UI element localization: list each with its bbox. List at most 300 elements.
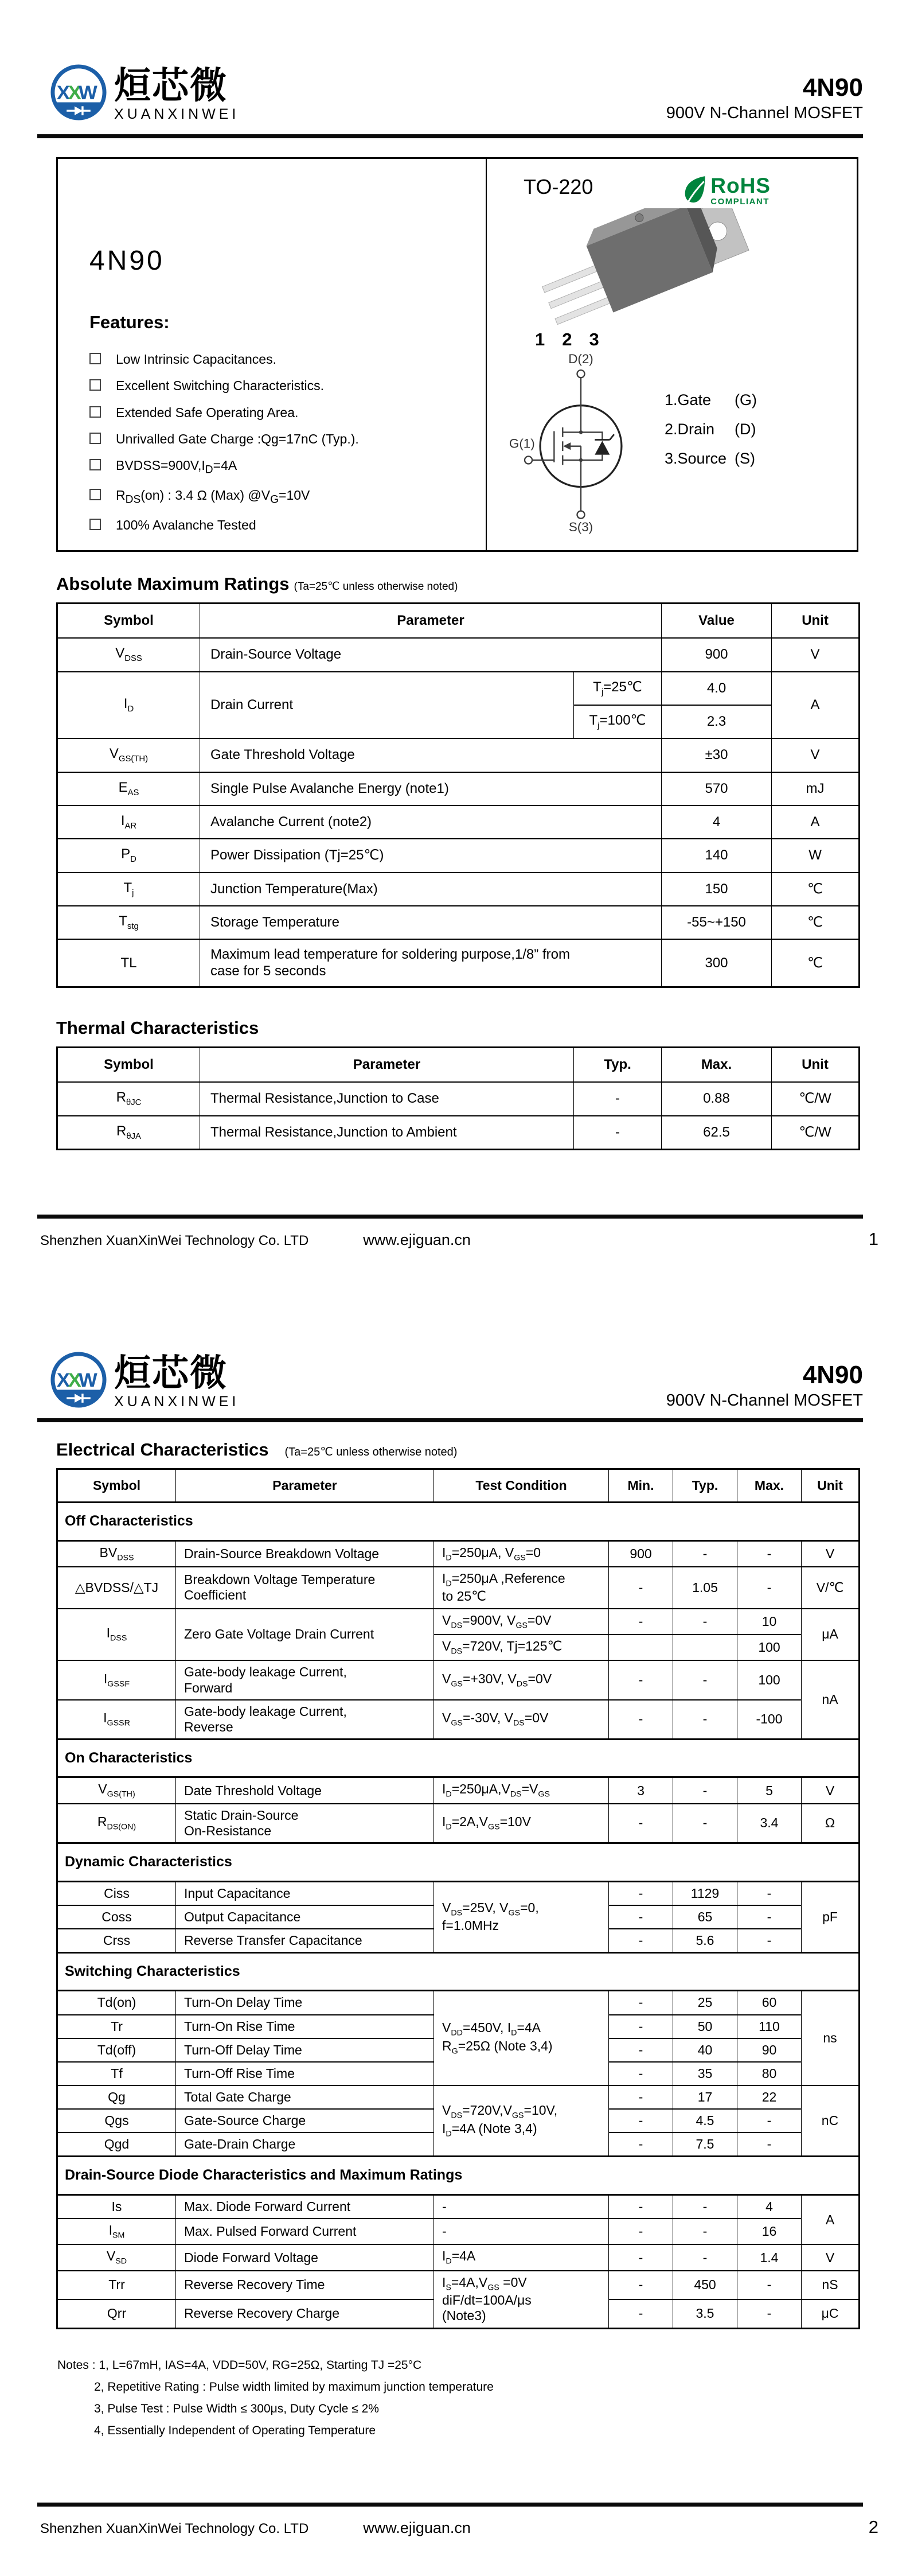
notes [57, 2358, 858, 2439]
symbol-cell: Coss [57, 1905, 176, 1929]
min-cell: - [609, 1660, 673, 1699]
rohs-subtitle: COMPLIANT [710, 197, 770, 207]
parameter-cell: Max. Pulsed Forward Current [176, 2219, 434, 2244]
column-header: Unit [802, 1469, 860, 1503]
column-header: Symbol [57, 1469, 176, 1503]
svg-text:W: W [79, 82, 97, 104]
condition-cell: $I_D=2A,V_{GS}=10V$ [434, 1804, 609, 1843]
unit-cell: ℃ [772, 939, 860, 987]
table-row [57, 772, 860, 806]
max-cell: - [737, 1881, 802, 1905]
typ-cell: 40 [673, 2038, 737, 2062]
typ-cell: - [673, 1777, 737, 1804]
table-row [57, 638, 860, 671]
min-cell: - [609, 1881, 673, 1905]
section-row [57, 1952, 860, 1991]
section-label: Off Characteristics [57, 1503, 860, 1541]
unit-cell: V [802, 1540, 860, 1567]
page-footer [0, 2503, 910, 2538]
datasheet-header [49, 62, 863, 123]
min-cell: - [609, 2062, 673, 2085]
rohs-leaf-icon [683, 175, 708, 205]
unit-cell: ns [802, 1991, 860, 2085]
symbol-cell: Td(on) [57, 1991, 176, 2015]
column-header: Value [662, 604, 772, 639]
note-line: 4, Essentially Independent of Operating Temperature [94, 2424, 376, 2438]
typ-cell: 3.5 [673, 2299, 737, 2328]
feature-text: Unrivalled Gate Charge :Qg=17nC (Typ.). [116, 431, 359, 446]
unit-cell: V [772, 738, 860, 772]
page-2 [0, 1291, 910, 2576]
symbol-cell: $I_{SM}$ [57, 2219, 176, 2244]
electrical-characteristics-table [56, 1468, 860, 2329]
checkbox-icon [89, 489, 101, 500]
typ-cell: 450 [673, 2271, 737, 2299]
unit-cell: μC [802, 2299, 860, 2328]
pin-number: 1 [535, 329, 563, 349]
typ-cell: - [673, 2194, 737, 2219]
typ-cell: 5.6 [673, 1929, 737, 1953]
max-cell: -100 [737, 1700, 802, 1740]
feature-text: $BVDSS=900V,I_D=4A$ [116, 458, 237, 476]
unit-cell: V/℃ [802, 1567, 860, 1609]
min-cell: - [609, 1905, 673, 1929]
abs-max-title: Absolute Maximum Ratings [56, 574, 290, 594]
parameter-cell: Date Threshold Voltage [176, 1777, 434, 1804]
condition-cell: $I_D=250\mu A,V_{DS}=V_{GS}$ [434, 1777, 609, 1804]
parameter-cell: Storage Temperature [200, 906, 662, 939]
parameter-cell: Static Drain-Source On-Resistance [176, 1804, 434, 1843]
parameter-cell: Zero Gate Voltage Drain Current [176, 1609, 434, 1661]
parameter-cell: Junction Temperature(Max) [200, 873, 662, 906]
table-row [57, 1777, 860, 1804]
footer-rule [37, 2503, 863, 2507]
typ-cell: - [673, 1660, 737, 1699]
thermal-characteristics-table [56, 1046, 860, 1150]
mosfet-symbol-diagram [501, 352, 661, 535]
section-row [57, 1503, 860, 1541]
table-row [57, 1991, 860, 2015]
condition-cell: $I_D=250\mu A$, $V_{GS}=0$ [434, 1540, 609, 1567]
max-cell: 80 [737, 2062, 802, 2085]
pin-legend-item [665, 450, 757, 468]
unit-cell: ℃ [772, 873, 860, 906]
value-cell: 4 [662, 806, 772, 839]
min-cell: 3 [609, 1777, 673, 1804]
column-header: Parameter [176, 1469, 434, 1503]
parameter-cell: Power Dissipation (Tj=25℃) [200, 839, 662, 872]
unit-cell: V [772, 638, 860, 671]
typ-cell: - [673, 1540, 737, 1567]
parameter-cell: Reverse Transfer Capacitance [176, 1929, 434, 1953]
datasheet-header [49, 1349, 863, 1410]
value-cell: 570 [662, 772, 772, 806]
min-cell: - [609, 1567, 673, 1609]
column-header: Unit [772, 604, 860, 639]
symbol-cell: $I_{AR}$ [57, 806, 200, 839]
parameter-cell: Turn-Off Delay Time [176, 2038, 434, 2062]
header-rule [37, 1418, 863, 1422]
rohs-badge [683, 175, 771, 206]
max-cell: 10 [737, 1609, 802, 1635]
max-cell: 60 [737, 1991, 802, 2015]
section-label: Switching Characteristics [57, 1952, 860, 1991]
max-cell: 100 [737, 1660, 802, 1699]
section-label: Drain-Source Diode Characteristics and Maximum Ratings [57, 2157, 860, 2195]
company-logo [49, 1349, 239, 1410]
header-rule [37, 134, 863, 138]
unit-cell: ℃/W [772, 1082, 860, 1115]
pin-legend-abbr: (D) [735, 421, 756, 438]
unit-cell: nC [802, 2085, 860, 2157]
symbol-cell: $R_{\theta JC}$ [57, 1082, 200, 1115]
overview-left-column [58, 159, 487, 550]
symbol-cell: $I_D$ [57, 672, 200, 739]
section-label: On Characteristics [57, 1739, 860, 1777]
parameter-cell: Gate-Drain Charge [176, 2133, 434, 2157]
condition-cell: $V_{GS}=+30V$, $V_{DS}=0V$ [434, 1660, 609, 1699]
value-cell: 150 [662, 873, 772, 906]
footer-rule [37, 1215, 863, 1219]
table-header-row [57, 1469, 860, 1503]
parameter-cell: Turn-On Rise Time [176, 2015, 434, 2038]
table-row [57, 1660, 860, 1699]
feature-item [89, 488, 486, 506]
checkbox-icon [89, 459, 101, 470]
part-subtitle: 900V N-Channel MOSFET [666, 1391, 863, 1410]
max-cell: - [737, 2271, 802, 2299]
parameter-cell: Reverse Recovery Time [176, 2271, 434, 2299]
max-cell: 90 [737, 2038, 802, 2062]
pin-legend-item [665, 391, 757, 409]
brand-name-cn: 烜芯微 [114, 1352, 228, 1394]
condition-cell: - [434, 2194, 609, 2219]
symbol-cell: TL [57, 939, 200, 987]
condition-cell: - [434, 2219, 609, 2244]
max-cell: 16 [737, 2219, 802, 2244]
max-cell: - [737, 2299, 802, 2328]
feature-item [89, 406, 486, 420]
max-cell: 0.88 [662, 1082, 772, 1115]
parameter-cell: Reverse Recovery Charge [176, 2299, 434, 2328]
feature-item [89, 352, 486, 367]
typ-cell: - [673, 1700, 737, 1740]
footer-line [40, 2517, 896, 2538]
unit-cell: mJ [772, 772, 860, 806]
pin-number: 3 [589, 329, 616, 349]
condition-cell: $V_{DS}=25V$, $V_{GS}=0$, f=1.0MHz [434, 1881, 609, 1952]
part-block [666, 1363, 863, 1410]
svg-text:X: X [56, 82, 70, 104]
condition-cell: $V_{DD}=450V$, $I_D=4A$ $R_G=25\Omega$ (Note 3,4) [434, 1991, 609, 2085]
pin-legend-abbr: (S) [735, 450, 755, 467]
product-title: 4N90 [89, 246, 165, 276]
column-header: Typ. [574, 1048, 662, 1083]
typ-cell: - [574, 1082, 662, 1115]
symbol-cell: $BV_{DSS}$ [57, 1540, 176, 1567]
table-row [57, 939, 860, 987]
feature-item [89, 379, 486, 393]
max-cell: 1.4 [737, 2244, 802, 2270]
table-row [57, 906, 860, 939]
pin-label-source: S(3) [568, 520, 593, 535]
symbol-cell: $V_{DSS}$ [57, 638, 200, 671]
condition-cell: $V_{DS}=720V$, Tj=125℃ [434, 1635, 609, 1660]
overview-right-column [487, 159, 857, 550]
min-cell: - [609, 1700, 673, 1740]
typ-cell: 65 [673, 1905, 737, 1929]
typ-cell [673, 1635, 737, 1660]
symbol-cell: Ciss [57, 1881, 176, 1905]
symbol-cell: Tr [57, 2015, 176, 2038]
condition-cell: $I_D=250\mu A$ ,Reference to 25℃ [434, 1567, 609, 1609]
typ-cell: 17 [673, 2085, 737, 2109]
max-cell: 3.4 [737, 1804, 802, 1843]
table-row [57, 2244, 860, 2270]
max-cell: - [737, 2109, 802, 2133]
min-cell: 900 [609, 1540, 673, 1567]
unit-cell: A [802, 2194, 860, 2244]
checkbox-icon [89, 379, 101, 391]
checkbox-icon [89, 353, 101, 364]
parameter-cell: Input Capacitance [176, 1881, 434, 1905]
max-cell: - [737, 1567, 802, 1609]
min-cell: - [609, 2271, 673, 2299]
section-row [57, 1843, 860, 1882]
table-row [57, 1116, 860, 1150]
part-block [666, 75, 863, 123]
thermal-title: Thermal Characteristics [56, 1018, 259, 1038]
parameter-cell: Breakdown Voltage Temperature Coefficient [176, 1567, 434, 1609]
svg-text:X: X [68, 82, 81, 104]
max-cell: 100 [737, 1635, 802, 1660]
column-header: Unit [772, 1048, 860, 1083]
company-name: Shenzhen XuanXinWei Technology Co. LTD [40, 2521, 309, 2536]
features-list [89, 352, 486, 532]
parameter-cell: Gate Threshold Voltage [200, 738, 662, 772]
parameter-cell: Avalanche Current (note2) [200, 806, 662, 839]
symbol-cell: $V_{SD}$ [57, 2244, 176, 2270]
pin-label-drain: D(2) [568, 352, 593, 366]
value-cell: 4.0 [662, 672, 772, 705]
package-pin-numbers [535, 329, 857, 350]
part-number: 4N90 [802, 1361, 863, 1389]
parameter-cell: Drain-Source Voltage [200, 638, 662, 671]
table-row [57, 672, 860, 705]
logo-mark-icon [49, 1349, 108, 1410]
value-cell: 2.3 [662, 705, 772, 738]
min-cell: - [609, 1804, 673, 1843]
typ-cell: 25 [673, 1991, 737, 2015]
elec-condition: (Ta=25℃ unless otherwise noted) [284, 1446, 458, 1458]
rohs-text [710, 175, 771, 206]
symbol-cell: $R_{DS(ON)}$ [57, 1804, 176, 1843]
parameter-cell: Drain Current [200, 672, 574, 739]
typ-cell: - [673, 2244, 737, 2270]
parameter-cell: Diode Forward Voltage [176, 2244, 434, 2270]
parameter-cell: Max. Diode Forward Current [176, 2194, 434, 2219]
page-number: 1 [868, 1229, 878, 1249]
pin-legend-abbr: (G) [735, 391, 757, 408]
table-row [57, 2085, 860, 2109]
symbol-cell: $T_j$ [57, 873, 200, 906]
min-cell: - [609, 1991, 673, 2015]
column-header: Parameter [200, 1048, 574, 1083]
parameter-cell: Turn-On Delay Time [176, 1991, 434, 2015]
table-row [57, 1804, 860, 1843]
min-cell: - [609, 2299, 673, 2328]
unit-cell: A [772, 672, 860, 739]
table-row [57, 1082, 860, 1115]
unit-cell: A [772, 806, 860, 839]
footer-line [40, 1229, 896, 1250]
value-cell: 140 [662, 839, 772, 872]
feature-text: Excellent Switching Characteristics. [116, 378, 325, 394]
symbol-cell: Qgd [57, 2133, 176, 2157]
column-header: Symbol [57, 604, 200, 639]
min-cell: - [609, 2109, 673, 2133]
feature-text: Extended Safe Operating Area. [116, 404, 299, 420]
typ-cell: 1129 [673, 1881, 737, 1905]
condition-cell: $I_D=4A$ [434, 2244, 609, 2270]
value-cell: ±30 [662, 738, 772, 772]
condition-cell: $I_S=4A,V_{GS} =0V$ diF/dt=100A/μs (Note3) [434, 2271, 609, 2328]
abs-max-condition: (Ta=25℃ unless otherwise noted) [294, 581, 458, 593]
typ-cell: 35 [673, 2062, 737, 2085]
column-header: Parameter [200, 604, 662, 639]
table-row [57, 738, 860, 772]
feature-item [89, 432, 486, 446]
column-header: Min. [609, 1469, 673, 1503]
value-cell: 300 [662, 939, 772, 987]
website: www.ejiguan.cn [363, 1231, 471, 1248]
table-row [57, 839, 860, 872]
features-title: Features: [89, 312, 170, 332]
symbol-cell: $I_{GSSF}$ [57, 1660, 176, 1699]
checkbox-icon [89, 519, 101, 530]
min-cell: - [609, 2015, 673, 2038]
section-title-electrical-characteristics [56, 1439, 858, 1460]
website: www.ejiguan.cn [363, 2519, 471, 2536]
symbol-cell: $V_{GS(TH)}$ [57, 1777, 176, 1804]
pin-legend-name: 3.Source [665, 450, 727, 467]
logo-mark-icon [49, 62, 108, 123]
symbol-cell: Is [57, 2194, 176, 2219]
section-row [57, 2157, 860, 2195]
value-cell: 900 [662, 638, 772, 671]
unit-cell: V [802, 1777, 860, 1804]
column-header: Typ. [673, 1469, 737, 1503]
column-header: Symbol [57, 1048, 200, 1083]
svg-text:X: X [68, 1369, 81, 1392]
pin-number: 2 [562, 329, 589, 349]
typ-cell: 7.5 [673, 2133, 737, 2157]
min-cell: - [609, 2133, 673, 2157]
table-row [57, 806, 860, 839]
section-title-thermal-characteristics [56, 1018, 858, 1038]
symbol-cell: Crss [57, 1929, 176, 1953]
max-cell: 4 [737, 2194, 802, 2219]
package-name: TO-220 [524, 175, 593, 199]
table-row [57, 1700, 860, 1740]
symbol-cell: $P_D$ [57, 839, 200, 872]
typ-cell: - [673, 1804, 737, 1843]
min-cell: - [609, 1609, 673, 1635]
symbol-cell: $I_{GSSR}$ [57, 1700, 176, 1740]
checkbox-icon [89, 406, 101, 418]
note-line: Notes : 1, L=67mH, IAS=4A, VDD=50V, RG=25Ω, Starting TJ =25°C [57, 2358, 422, 2372]
typ-cell: - [673, 2219, 737, 2244]
feature-item [89, 518, 486, 532]
logo-text [114, 1352, 240, 1410]
unit-cell: pF [802, 1881, 860, 1952]
table-row [57, 1609, 860, 1635]
unit-cell: ℃/W [772, 1116, 860, 1150]
table-row [57, 2219, 860, 2244]
value-cell: -55~+150 [662, 906, 772, 939]
symbol-cell: Qrr [57, 2299, 176, 2328]
brand-name-cn: 烜芯微 [114, 65, 228, 106]
pin-legend-name: 2.Drain [665, 421, 715, 438]
unit-cell: Ω [802, 1804, 860, 1843]
max-cell: 62.5 [662, 1116, 772, 1150]
table-row [57, 873, 860, 906]
typ-cell: 4.5 [673, 2109, 737, 2133]
parameter-cell: Maximum lead temperature for soldering purpose,1/8” from case for 5 seconds [200, 939, 662, 987]
condition-cell: $V_{DS}=720V,V_{GS}=10V$, $I_D=4A$ (Note 3,4) [434, 2085, 609, 2157]
feature-item [89, 458, 486, 476]
symbol-cell: Qgs [57, 2109, 176, 2133]
pin-legend-name: 1.Gate [665, 391, 712, 408]
min-cell: - [609, 2085, 673, 2109]
min-cell: - [609, 2194, 673, 2219]
pin-legend [665, 391, 757, 535]
feature-text: $R_{DS}(on)$ : 3.4 Ω (Max) $@V_G=10V$ [116, 487, 310, 506]
part-subtitle: 900V N-Channel MOSFET [666, 104, 863, 122]
typ-cell: 1.05 [673, 1567, 737, 1609]
max-cell: 22 [737, 2085, 802, 2109]
symbol-cell: Qg [57, 2085, 176, 2109]
symbol-cell: $R_{\theta JA}$ [57, 1116, 200, 1150]
symbol-cell: Td(off) [57, 2038, 176, 2062]
unit-cell: W [772, 839, 860, 872]
max-cell: - [737, 1929, 802, 1953]
unit-cell: ℃ [772, 906, 860, 939]
column-header: Max. [662, 1048, 772, 1083]
max-cell: - [737, 1540, 802, 1567]
part-number: 4N90 [802, 73, 863, 102]
unit-cell: nA [802, 1660, 860, 1739]
max-cell: - [737, 1905, 802, 1929]
condition-cell: $T_j=25℃$ [574, 672, 662, 705]
parameter-cell: Gate-Source Charge [176, 2109, 434, 2133]
table-header-row [57, 604, 860, 639]
elec-title: Electrical Characteristics [56, 1439, 269, 1460]
parameter-cell: Turn-Off Rise Time [176, 2062, 434, 2085]
section-row [57, 1739, 860, 1777]
condition-cell: $V_{GS}=-30V$, $V_{DS}=0V$ [434, 1700, 609, 1740]
typ-cell: - [673, 1609, 737, 1635]
absolute-maximum-ratings-table [56, 602, 860, 988]
unit-cell: V [802, 2244, 860, 2270]
typ-cell: - [574, 1116, 662, 1150]
min-cell: - [609, 2219, 673, 2244]
symbol-cell: Trr [57, 2271, 176, 2299]
parameter-cell: Single Pulse Avalanche Energy (note1) [200, 772, 662, 806]
unit-cell: nS [802, 2271, 860, 2299]
column-header: Max. [737, 1469, 802, 1503]
schematic-row [501, 352, 857, 535]
